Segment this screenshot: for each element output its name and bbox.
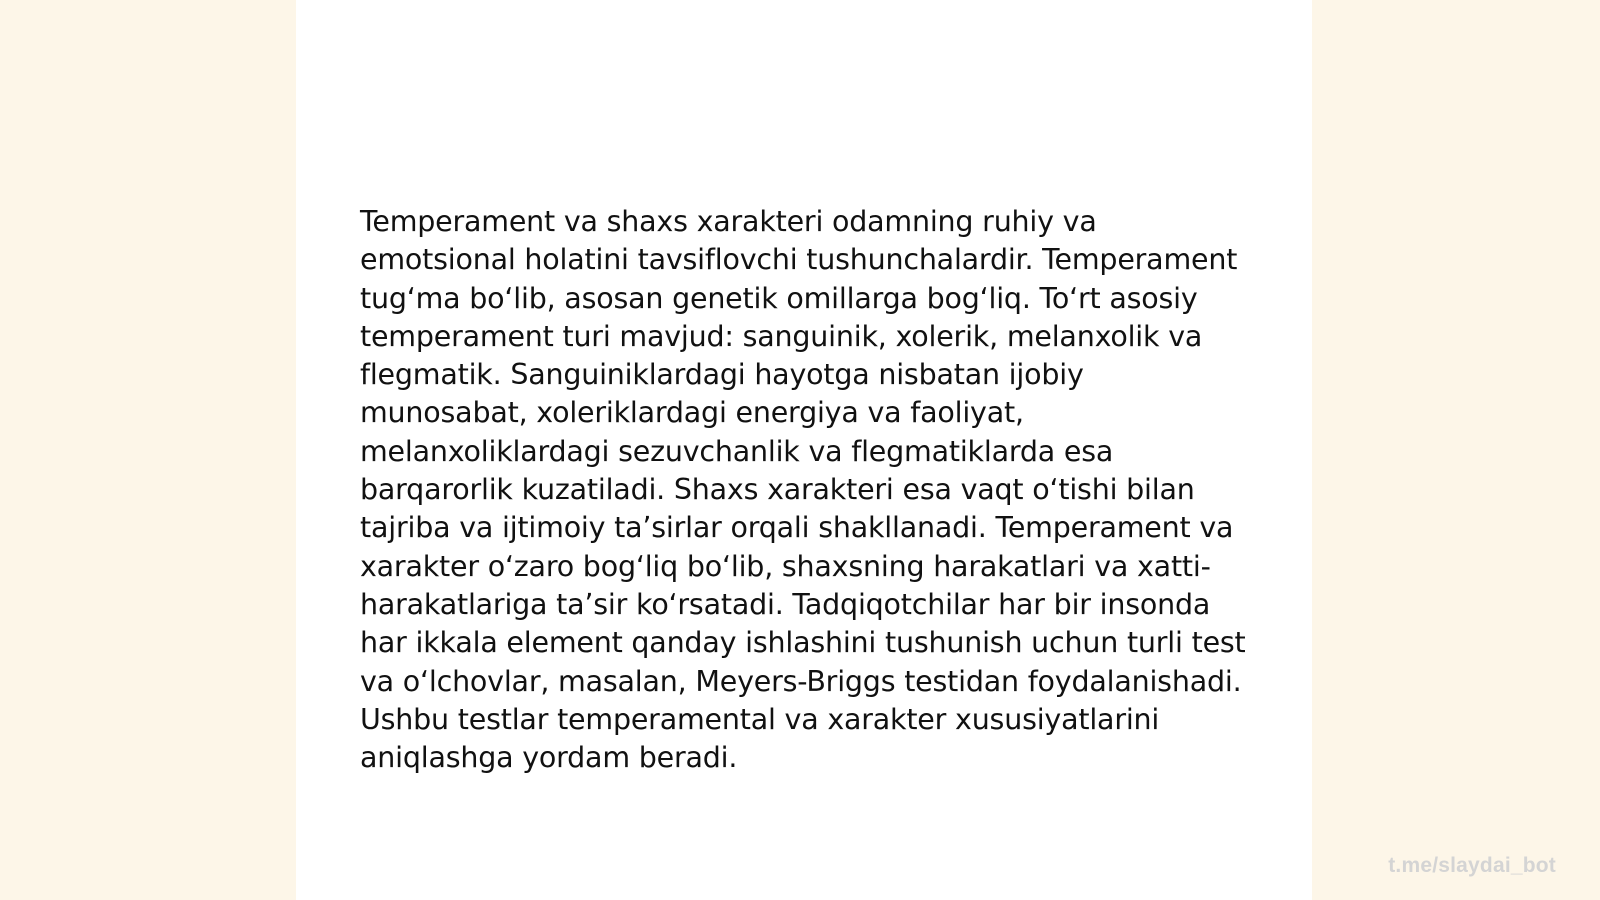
- slide-body-text: Temperament va shaxs xarakteri odamning ruhiy va emotsional holatini tavsiflovchi tushunchalardir. Temperament tugʻma boʻlib, asosan genetik omillarga bogʻliq. Toʻrt asosiy temperament turi mavjud: sanguinik, xolerik, melanxolik va flegmatik. Sanguiniklardagi hayotga nisbatan ijobiy munosabat, xoleriklardagi energiya va faoliyat, melanxoliklardagi sezuvchanlik va flegmatiklarda esa barqarorlik kuzatiladi. Shaxs xarakteri esa vaqt oʻtishi bilan tajriba va ijtimoiy taʼsirlar orqali shakllanadi. Temperament va xarakter oʻzaro bogʻliq boʻlib, shaxsning harakatlari va xatti-harakatlariga taʼsir koʻrsatadi. Tadqiqotchilar har bir insonda har ikkala element qanday ishlashini tushunish uchun turli test va oʻlchovlar, masalan, Meyers-Briggs testidan foydalanishadi. Ushbu testlar temperamental va xarakter xususiyatlarini aniqlashga yordam beradi.: [360, 205, 1246, 775]
- left-background-panel: [0, 0, 296, 900]
- watermark-link: t.me/slaydai_bot: [1388, 854, 1556, 877]
- right-background-panel: [1312, 0, 1600, 900]
- slide-canvas: [296, 0, 1312, 900]
